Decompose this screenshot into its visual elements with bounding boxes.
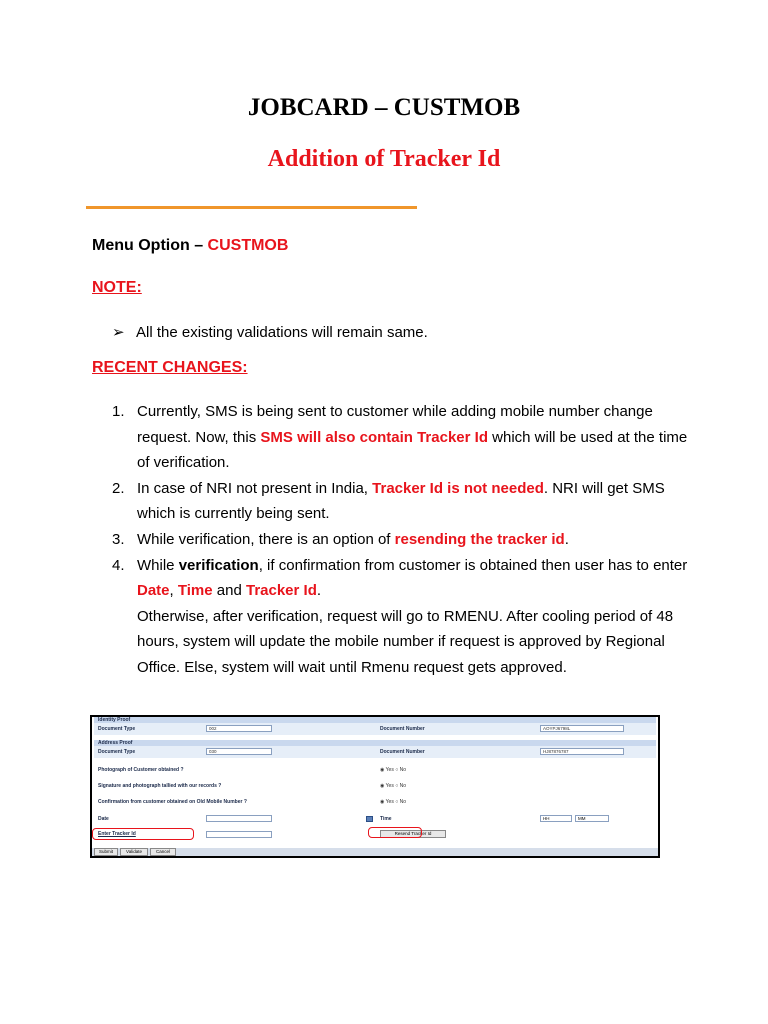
document-subtitle: Addition of Tracker Id — [267, 146, 501, 172]
highlight-text: Time — [177, 582, 213, 600]
form-screenshot — [90, 715, 660, 858]
calendar-icon[interactable] — [366, 816, 373, 822]
table-row — [94, 764, 656, 776]
table-row — [94, 746, 656, 758]
hour-select[interactable]: HH — [540, 815, 572, 822]
resend-tracker-id-button[interactable]: Resend Tracker Id — [380, 830, 446, 838]
photo-obtained-radio[interactable]: ◉ Yes ○ No — [380, 767, 407, 773]
list-item — [92, 527, 692, 553]
field-label: Photograph of Customer obtained ? — [98, 767, 184, 773]
field-label: Confirmation from customer obtained on Old Mobile Number ? — [98, 799, 247, 805]
minute-select[interactable]: MM — [575, 815, 609, 822]
field-label: Document Type — [98, 726, 136, 732]
button-bar — [92, 848, 658, 856]
list-item-text: In case of NRI not present in India, — [137, 479, 373, 497]
menu-option-value: CUSTMOB — [207, 237, 289, 254]
list-item-text: While — [137, 556, 179, 574]
title-divider — [86, 206, 417, 209]
list-item — [92, 476, 692, 527]
arrow-bullet-icon: ➢ — [112, 324, 125, 341]
field-label: Document Type — [98, 749, 136, 755]
list-item-paragraph: Otherwise, after verification, request will go to RMENU. After cooling period of 48 hours, system will update the mobile number if request is approved by Regional Office. Else, system will wait until Rmenu request gets approved. — [137, 607, 674, 676]
list-item-text: which will be used at the time of verification. — [137, 428, 688, 472]
confirmation-obtained-radio[interactable]: ◉ Yes ○ No — [380, 799, 407, 805]
document-number-input[interactable]: AOYPJ6798L — [540, 725, 624, 732]
list-number: 1. — [112, 403, 125, 420]
list-item-text: and — [212, 582, 246, 600]
menu-option-label: Menu Option – — [92, 237, 208, 254]
list-item-text: Currently, SMS is being sent to customer while adding mobile number change request. Now, this — [137, 403, 653, 446]
list-item-text: . — [564, 530, 569, 548]
date-input[interactable] — [206, 815, 272, 822]
field-label: Document Number — [380, 726, 425, 732]
list-item — [92, 553, 692, 681]
document-type-input[interactable]: 002 — [206, 725, 272, 732]
validate-button[interactable]: Validate — [120, 848, 148, 856]
field-label: Date — [98, 816, 109, 822]
submit-button[interactable]: Submit — [94, 848, 118, 856]
list-item — [92, 399, 692, 476]
address-document-number-input[interactable]: HJ87876787 — [540, 748, 624, 755]
highlight-text: resending the tracker id — [394, 530, 565, 548]
list-number: 3. — [112, 530, 125, 548]
bold-text: verification — [178, 556, 259, 574]
menu-option-line — [92, 237, 288, 255]
tracker-id-input[interactable] — [206, 831, 272, 838]
list-item-text: , if confirmation from customer is obtained then user has to enter — [258, 556, 688, 574]
highlight-oval — [92, 828, 194, 840]
field-label: Signature and photograph tallied with our records ? — [98, 783, 222, 789]
list-item-text: . NRI will get SMS which is currently being sent. — [137, 479, 665, 523]
signature-tallied-radio[interactable]: ◉ Yes ○ No — [380, 783, 407, 789]
recent-changes-heading: RECENT CHANGES: — [92, 359, 248, 376]
field-label: Document Number — [380, 749, 425, 755]
highlight-text: Tracker Id is not needed — [372, 479, 544, 497]
highlight-text: Date — [137, 582, 170, 600]
field-label: Enter Tracker Id — [98, 831, 136, 837]
list-item-text: . — [316, 582, 322, 600]
list-number: 4. — [112, 556, 125, 574]
recent-changes-list — [92, 399, 692, 681]
list-number: 2. — [112, 479, 125, 497]
note-heading: NOTE: — [92, 279, 142, 296]
address-document-type-input[interactable]: 030 — [206, 748, 272, 755]
table-row — [94, 780, 656, 792]
highlight-text: Tracker Id — [245, 582, 317, 600]
highlight-oval — [368, 827, 422, 838]
table-row — [94, 723, 656, 735]
field-label: Time — [380, 816, 392, 822]
table-row — [94, 813, 656, 825]
list-item-text: , — [169, 582, 178, 600]
document-title: JOBCARD – CUSTMOB — [247, 94, 521, 121]
cancel-button[interactable]: Cancel — [150, 848, 176, 856]
table-row — [94, 796, 656, 808]
section-label: Address Proof — [98, 740, 133, 746]
note-bullet-text: All the existing validations will remain same. — [136, 324, 428, 341]
list-item-text: While verification, there is an option of — [137, 530, 395, 548]
highlight-text: SMS will also contain Tracker Id — [260, 428, 488, 446]
section-label: Identity Proof — [98, 717, 131, 723]
